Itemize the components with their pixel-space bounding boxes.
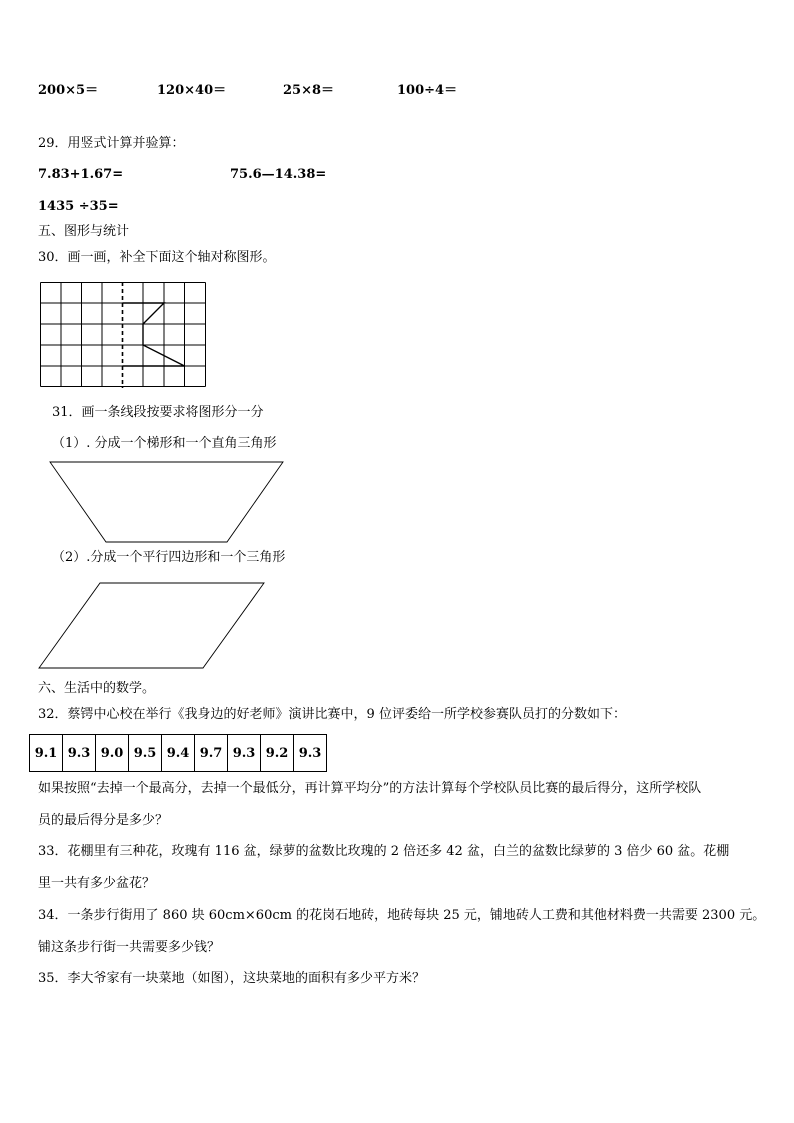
- q34-line1: 34．一条步行街用了 860 块 60cm×60cm 的花岗石地砖，地砖每块 25 元，铺地砖人工费和其他材料费一共需要 2300 元。: [38, 908, 766, 923]
- trapezoid-figure: [40, 459, 290, 549]
- section-5-heading: 五、图形与统计: [38, 224, 130, 239]
- score-table: [29, 734, 327, 772]
- score-cell: 9.4: [162, 735, 195, 772]
- calc-item-2: 120×40＝: [157, 83, 227, 98]
- q33-line2: 里一共有多少盆花？: [38, 876, 156, 891]
- table-row: [30, 735, 327, 772]
- score-cell: 9.3: [228, 735, 261, 772]
- symmetry-grid-figure: [40, 282, 206, 388]
- q30-title: 30．画一画，补全下面这个轴对称图形。: [38, 250, 276, 265]
- q29-title: 29．用竖式计算并验算：: [38, 136, 185, 151]
- calc-item-1: 200×5＝: [38, 83, 99, 98]
- calc-item-3: 25×8＝: [283, 83, 335, 98]
- score-cell: 9.1: [30, 735, 63, 772]
- q33-line1: 33．花棚里有三种花，玫瑰有 116 盆，绿萝的盆数比玫瑰的 2 倍还多 42 盆，白兰的盆数比绿萝的 3 倍少 60 盆。花棚: [38, 844, 730, 859]
- q31-sub2: （2）.分成一个平行四边形和一个三角形: [52, 550, 286, 565]
- q32-text-line1: 如果按照“去掉一个最高分，去掉一个最低分，再计算平均分”的方法计算每个学校队员比赛的最后得分，这所学校队: [38, 781, 702, 796]
- score-cell: 9.3: [294, 735, 327, 772]
- q31-sub1: （1）. 分成一个梯形和一个直角三角形: [52, 436, 277, 451]
- section-6-heading: 六、生活中的数学。: [38, 681, 156, 696]
- score-cell: 9.0: [96, 735, 129, 772]
- q34-line2: 铺这条步行街一共需要多少钱？: [38, 940, 221, 955]
- score-cell: 9.2: [261, 735, 294, 772]
- q32-title: 32．蔡锷中心校在举行《我身边的好老师》演讲比赛中，9 位评委给一所学校参赛队员打的分数如下：: [38, 707, 626, 722]
- half-figure: [123, 303, 185, 366]
- calc-item-4: 100÷4＝: [397, 83, 458, 98]
- q31-title: 31．画一条线段按要求将图形分一分: [52, 405, 264, 420]
- q32-text-line2: 员的最后得分是多少？: [38, 813, 169, 828]
- q29-item-3: 1435 ÷35=: [38, 199, 119, 214]
- q29-item-2: 75.6—14.38=: [230, 167, 327, 182]
- score-cell: 9.5: [129, 735, 162, 772]
- q35-title: 35．李大爷家有一块菜地（如图），这块菜地的面积有多少平方米？: [38, 971, 426, 986]
- q29-item-1: 7.83+1.67=: [38, 167, 124, 182]
- score-cell: 9.3: [63, 735, 96, 772]
- parallelogram-figure: [36, 580, 268, 672]
- score-cell: 9.7: [195, 735, 228, 772]
